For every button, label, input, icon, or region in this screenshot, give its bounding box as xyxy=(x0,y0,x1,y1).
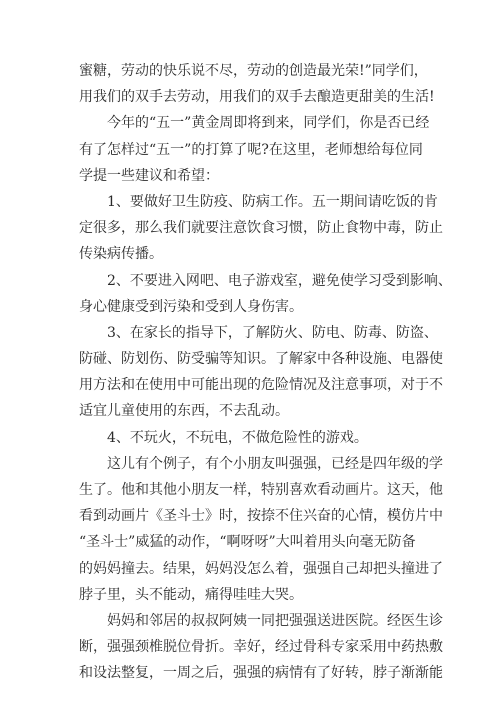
text-line: 身心健康受到污染和受到人身伤害。 xyxy=(79,298,303,315)
text-line: 脖子里，头不能动，痛得哇哇大哭。 xyxy=(79,586,303,603)
text-line: 这儿有个例子，有个小朋友叫强强，已经是四年级的学 xyxy=(79,455,443,472)
text-line: 的妈妈撞去。结果，妈妈没怎么着，强强自己却把头撞进了 xyxy=(79,560,443,577)
text-line: 4、不玩火，不玩电，不做危险性的游戏。 xyxy=(79,429,368,446)
text-line: 断，强强颈椎脱位骨折。幸好，经过骨科专家采用中药热敷 xyxy=(79,639,443,656)
text-line: 妈妈和邻居的叔叔阿姨一同把强强送进医院。经医生诊 xyxy=(79,612,443,629)
text-line: 看到动画片《圣斗士》时，按捺不住兴奋的心情，模仿片中 xyxy=(79,508,443,525)
text-line: 1、要做好卫生防疫、防病工作。五一期间请吃饭的肯 xyxy=(79,193,438,210)
text-line: 传染病传播。 xyxy=(79,246,163,263)
text-line: “圣斗士”威猛的动作，“啊呀呀”大叫着用头向毫无防备 xyxy=(79,534,416,551)
text-line: 有了怎样过“五一”的打算了呢?在这里，老师想给每位同 xyxy=(79,141,423,158)
text-line: 今年的“五一”黄金周即将到来，同学们，你是否已经 xyxy=(79,115,430,132)
text-line: 定很多，那么我们就要注意饮食习惯，防止食物中毒，防止 xyxy=(79,220,443,237)
text-line: 适宜儿童使用的东西，不去乱动。 xyxy=(79,403,289,420)
text-line: 蜜糖，劳动的快乐说不尽，劳动的创造最光荣!”同学们， xyxy=(79,63,428,79)
text-line: 用我们的双手去劳动，用我们的双手去酿造更甜美的生活! xyxy=(79,89,435,106)
body-text xyxy=(79,58,452,687)
text-line: 生了。他和其他小朋友一样，特别喜欢看动画片。这天，他 xyxy=(79,482,443,498)
text-line: 3、在家长的指导下，了解防火、防电、防毒、防盗、 xyxy=(79,324,438,341)
text-line: 2、不要进入网吧、电子游戏室，避免使学习受到影响、 xyxy=(79,272,452,289)
text-line: 防碰、防划伤、防受骗等知识。了解家中各种设施、电器使 xyxy=(79,351,443,368)
text-line: 学提一些建议和希望： xyxy=(79,167,219,184)
text-line: 用方法和在使用中可能出现的危险情况及注意事项，对于不 xyxy=(79,377,443,394)
text-line: 和设法整复，一周之后，强强的病情有了好转，脖子渐渐能 xyxy=(79,665,443,682)
